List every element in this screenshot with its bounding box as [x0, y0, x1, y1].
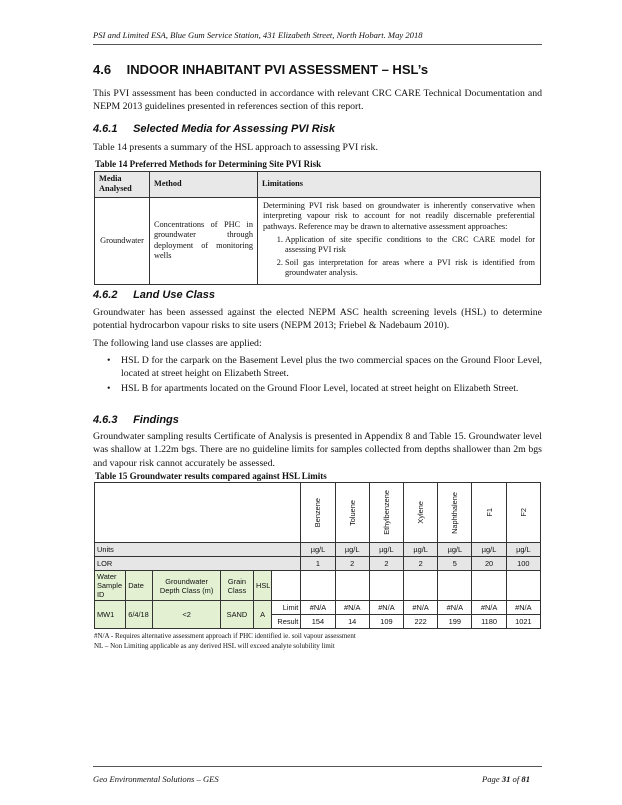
lor-cell: 2	[369, 557, 403, 571]
limit-label: Limit	[272, 601, 301, 615]
subsection-heading-463	[93, 414, 179, 426]
lor-cell: 5	[438, 557, 472, 571]
table14-caption: Table 14 Preferred Methods for Determining Site PVI Risk	[95, 159, 322, 169]
footnote: #N/A - Requires alternative assessment approach if PHC identified ie. soil vapour assessment	[94, 632, 356, 640]
result-cell: 222	[404, 615, 438, 629]
sample-id: MW1	[95, 601, 126, 629]
limit-cell: #N/A	[404, 601, 438, 615]
table15-caption: Table 15 Groundwater results compared against HSL Limits	[95, 471, 327, 481]
table14-header: Media Analysed	[95, 172, 150, 198]
limitations-intro: Determining PVI risk based on groundwater is inherently conservative when interpreting vapour risk to account for not readily discernable preferential pathways. Reference may be drawn to alternative assessment approaches:	[263, 200, 535, 231]
table14	[94, 171, 541, 285]
lor-row	[95, 557, 541, 571]
table14-header: Limitations	[258, 172, 541, 198]
header-rule	[93, 44, 542, 45]
subsection-463-para: Groundwater sampling results Certificate of Analysis is presented in Appendix 8 and Table 15. Groundwater level was shallow at 1.22m bgs. There are no guideline limits for samples collected from depths shallower than 2m bgs and vapour risk cannot accurately be assessed.	[93, 431, 542, 469]
limit-cell: #N/A	[335, 601, 369, 615]
limit-cell: #N/A	[506, 601, 540, 615]
unit-cell: µg/L	[301, 543, 335, 557]
list-item: • HSL B for apartments located on the Ground Floor Level, located at street height on Elizabeth Street.	[107, 382, 519, 394]
unit-cell: µg/L	[438, 543, 472, 557]
lor-cell: 2	[335, 557, 369, 571]
col-header: Grain Class	[220, 571, 253, 601]
subsection-title: Selected Media for Assessing PVI Risk	[133, 123, 336, 135]
sample-date: 6/4/18	[126, 601, 153, 629]
col-header: Groundwater Depth Class (m)	[153, 571, 220, 601]
table14-media: Groundwater	[95, 197, 150, 284]
sample-grain: SAND	[220, 601, 253, 629]
limitations-list	[263, 235, 535, 279]
table14-method: Concentrations of PHC in groundwater through deployment of monitoring wells	[150, 197, 258, 284]
col-header: Water Sample ID	[95, 571, 126, 601]
table14-limitations	[258, 197, 541, 284]
limit-cell: #N/A	[472, 601, 506, 615]
col-header: HSL	[254, 571, 272, 601]
section-intro: This PVI assessment has been conducted in accordance with relevant CRC CARE Technical Documentation and NEPM 2013 guidelines presented in references section of this report.	[93, 88, 542, 113]
footer-company: Geo Environmental Solutions – GES	[93, 774, 219, 784]
analyte-header: Benzene	[301, 483, 335, 543]
lor-label: LOR	[95, 557, 301, 571]
subsection-461-para: Table 14 presents a summary of the HSL approach to assessing PVI risk.	[93, 142, 378, 153]
result-cell: 1021	[506, 615, 540, 629]
page-number: Page 31 of 81	[482, 774, 530, 784]
result-label: Result	[272, 615, 301, 629]
lor-cell: 2	[404, 557, 438, 571]
result-cell: 1180	[472, 615, 506, 629]
table15	[94, 482, 541, 629]
running-header: PSI and Limited ESA, Blue Gum Service Station, 431 Elizabeth Street, North Hobart. May 2018	[93, 30, 423, 40]
column-header-row	[95, 571, 541, 601]
limit-row	[95, 601, 541, 615]
sample-hsl: A	[254, 601, 272, 629]
limit-cell: #N/A	[438, 601, 472, 615]
limitations-item: 2. Soil gas interpretation for areas where a PVI risk is identified from groundwater analysis.	[285, 258, 535, 279]
units-row	[95, 543, 541, 557]
footer-rule	[93, 766, 542, 767]
unit-cell: µg/L	[506, 543, 540, 557]
limitations-item: 1. Application of site specific conditions to the CRC CARE model for assessing PVI risk	[285, 235, 535, 256]
lor-cell: 1	[301, 557, 335, 571]
unit-cell: µg/L	[369, 543, 403, 557]
subsection-heading-461	[93, 123, 335, 135]
analyte-header: Toluene	[335, 483, 369, 543]
analyte-header: F2	[506, 483, 540, 543]
table14-header: Method	[150, 172, 258, 198]
table14-row	[95, 197, 541, 284]
footnote: NL – Non Limiting applicable as any derived HSL will exceed analyte solubility limit	[94, 641, 335, 650]
subsection-title: Findings	[133, 414, 179, 426]
table15-footnotes	[94, 632, 356, 651]
subsection-462-para2: The following land use classes are applied:	[93, 338, 262, 349]
units-label: Units	[95, 543, 301, 557]
subsection-number: 4.6.2	[93, 289, 118, 301]
unit-cell: µg/L	[472, 543, 506, 557]
result-cell: 199	[438, 615, 472, 629]
analyte-header-row	[95, 483, 541, 543]
table14-header-row	[95, 172, 541, 198]
analyte-header: Ethylbenzene	[369, 483, 403, 543]
result-cell: 14	[335, 615, 369, 629]
subsection-heading-462	[93, 289, 215, 301]
analyte-header: Xylene	[404, 483, 438, 543]
result-cell: 109	[369, 615, 403, 629]
unit-cell: µg/L	[335, 543, 369, 557]
col-header: Date	[126, 571, 153, 601]
lor-cell: 100	[506, 557, 540, 571]
limit-cell: #N/A	[301, 601, 335, 615]
sample-depth: <2	[153, 601, 220, 629]
section-heading	[93, 62, 428, 77]
section-number: 4.6	[93, 62, 112, 77]
analyte-header: F1	[472, 483, 506, 543]
subsection-number: 4.6.3	[93, 414, 118, 426]
unit-cell: µg/L	[404, 543, 438, 557]
result-cell: 154	[301, 615, 335, 629]
land-use-list	[93, 354, 542, 396]
subsection-number: 4.6.1	[93, 123, 118, 135]
analyte-header: Naphthalene	[438, 483, 472, 543]
subsection-462-para1: Groundwater has been assessed against the elected NEPM ASC health screening levels (HSL) to determine potential hydrocarbon vapour risks to site users (NEPM 2013; Friebel & Nadebaum 2010).	[93, 307, 542, 332]
lor-cell: 20	[472, 557, 506, 571]
section-title: INDOOR INHABITANT PVI ASSESSMENT – HSL’s	[126, 62, 429, 77]
limit-cell: #N/A	[369, 601, 403, 615]
subsection-title: Land Use Class	[133, 289, 215, 301]
list-item: • HSL D for the carpark on the Basement Level plus the two commercial spaces on the Ground Floor Level, located at street height on Elizabeth Street.	[107, 355, 542, 380]
